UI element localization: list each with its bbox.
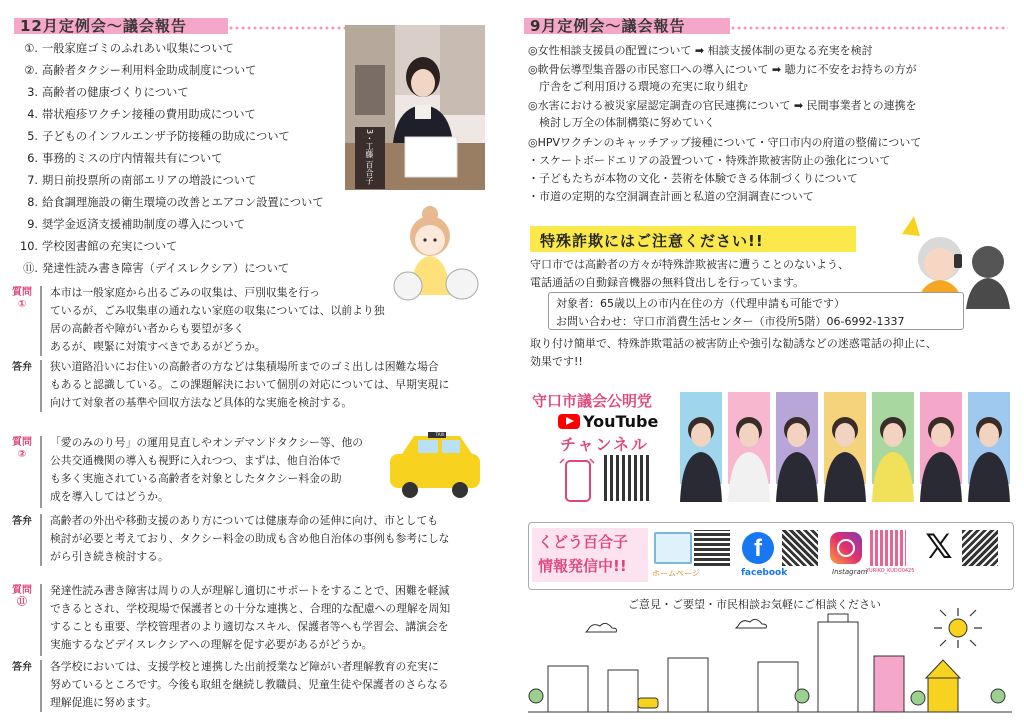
question-text: 「愛のみのり号」の運用見直しやオンデマンドタクシー等、他の 公共交通機関の導入も視野に入れつつ、まずは、他自治体で も多く実施されている高齢者を対象としたタクシー料金の助 成を導入してはどうか。 [50,436,364,503]
instagram-icon[interactable] [830,532,862,564]
answer-text: 高齢者の外出や移動支援のあり方については健康寿命の延伸に向け、市としても 検討が必要と考えており、タクシー料金の助成も含め他自治体の事例も参考にしな がら引き続き検討する。 [50,514,450,563]
question-text: 本市は一般家庭から出るごみの収集は、戸別収集を行っ ているが、ごみ収集車の通れない家庭の収集については、以前より独居の高齢者や障がい者からも要望が多く あるが、喫緊に対策すべきであるがどうか。 [50,286,385,353]
right-heading-dots [730,26,1008,30]
qa-block-3 [8,582,483,718]
agenda-item: 庁舎をご利用頂ける環境の充実に取り組む [528,80,748,93]
answer-tag: 答弁 [12,662,32,673]
agenda-item: ◎HPVワクチンのキャッチアップ接種について・守口市内の府道の整備について [528,136,922,149]
homepage-qr-code[interactable] [694,530,730,566]
agenda-item: 10. 学校図書館の充実について [20,240,178,253]
agenda-item: 6. 事務的ミスの庁内情報共有について [27,152,223,165]
question-tag: 質問 ⑪ [12,585,32,608]
agenda-item: 検討し万全の体制構築に努めていく [528,116,715,129]
play-icon [558,414,580,429]
fraud-footer: 取り付け簡単で、特殊詐欺電話の被害防止や強引な勧誘などの迷惑電話の抑止に、 効果です!! [530,337,937,368]
homepage-icon[interactable] [654,532,692,564]
question-tag: 質問 ① [12,287,32,310]
agenda-item: 7. 期日前投票所の南部エリアの増設について [27,174,257,187]
answer-tag: 答弁 [12,362,32,373]
fraud-contact: お問い合わせ：守口市消費生活センター（市役所5階）06-6992-1337 [556,315,905,328]
agenda-item: ◎軟骨伝導型集音器の市民窓口への導入について ➡ 聴力に不安をお持ちの方が [528,63,917,76]
question-text: 発達性読み書き障害は周りの人が理解し適切にサポートをすることで、困難を軽減 できるとされ、学校現場で保護者との十分な連携と、合理的な配慮への理解を周知 することも重要、学校管理者のより適切なスキル、保護者等へも学習会、講演会を 実施するなどデイスレクシアへの理解を促す必要があるがどうか。 [50,584,451,651]
taxi-sign: TAXI [435,432,445,437]
agenda-item: ②. 高齢者タクシー利用料金助成制度について [24,64,257,77]
answer-text: 各学校においては、支援学校と連携した出前授業など障がい者理解教育の充実に 努めているところです。今後も取組を継続し教職員、児童生徒や保護者のさらなる 理解促進に努めます。 [50,660,449,709]
right-heading [524,14,730,36]
facebook-label: facebook [741,568,788,578]
agenda-item: 5. 子どものインフルエンザ予防接種の助成について [27,130,290,143]
x-qr-code[interactable] [962,530,998,566]
youtube-subtitle: チャンネル [560,435,650,454]
agenda-item: 8. 給食調理施設の衛生環境の改善とエアコン設置について [27,196,324,209]
agenda-item: ⑪. 発達性読み書き障害（デイスレクシア）について [23,262,290,275]
consult-message: ご意見・ご要望・市民相談お気軽にご相談ください [628,598,881,611]
agenda-item: 9. 奨学金返済支援補助制度の導入について [27,218,246,231]
instagram-label: Instagram [832,568,868,576]
x-icon[interactable]: 𝕏 [925,527,953,567]
qa-block-1 [8,284,483,410]
sns-tagline: 情報発信中!! [538,557,627,575]
cityscape-illustration [528,600,1012,718]
sns-name: くどう百合子 [538,533,629,551]
agenda-item: ◎水害における被災家屋認定調査の官民連携について ➡ 民間事業者との連携を [528,99,917,112]
agenda-item: 3. 高齢者の健康づくりについて [27,86,189,99]
council-members-photo [680,392,1010,502]
councillor-photo [345,25,485,190]
nameplate: 3・工藤 百合子 [365,129,374,185]
right-heading-text: 9月定例会～議会報告 [530,16,686,35]
answer-tag: 答弁 [12,516,32,527]
fraud-title: 特殊詐欺にはご注意ください!! [540,232,764,250]
youtube-qr-code[interactable] [604,455,650,501]
smartphone-icon [558,455,598,503]
youtube-title: 守口市議会公明党 [532,392,653,410]
youtube-brand: YouTube [583,412,659,431]
answer-text: 狭い道路沿いにお住いの高齢者の方などは集積場所までのゴミ出しは困難な場合 もあると認識している。この課題解決において個別の対応については、早期実現に 向けて対象者の基準や回収方法など具体的な実施を検討する。 [50,360,450,409]
fraud-body: 守口市では高齢者の方々が特殊詐欺被害に遭うことのないよう、 電話通話の自動録音機器の無料貸出しを行っています。 [530,258,849,289]
agenda-item: ①. 一般家庭ゴミのふれあい収集について [24,42,234,55]
qa-block-2 [8,434,483,574]
instagram-handle: YURIKO_KUDO0425 [866,568,915,574]
facebook-qr-code[interactable] [782,530,818,566]
facebook-icon[interactable]: f [742,532,774,564]
youtube-logo [558,412,658,431]
agenda-item: 4. 帯状疱疹ワクチン接種の費用助成について [27,108,256,121]
agenda-item: ◎女性相談支援員の配置について ➡ 相談支援体制の更なる充実を検討 [528,44,873,57]
agenda-item: ・スケートボードエリアの設置ついて・特殊詐欺被害防止の強化について [528,154,891,167]
question-tag: 質問 ② [12,437,32,460]
instagram-qr-code[interactable] [870,530,906,566]
fraud-target: 対象者：65歳以上の市内在住の方（代理申請も可能です） [556,297,845,310]
left-heading [14,14,228,36]
left-heading-text: 12月定例会～議会報告 [20,16,187,35]
agenda-item: ・市道の定期的な空洞調査計画と私道の空洞調査について [528,190,814,203]
agenda-item: ・子どもたちが本物の文化・芸術を体験できる体制づくりについて [528,172,858,185]
homepage-label: ホームページ [652,569,700,578]
